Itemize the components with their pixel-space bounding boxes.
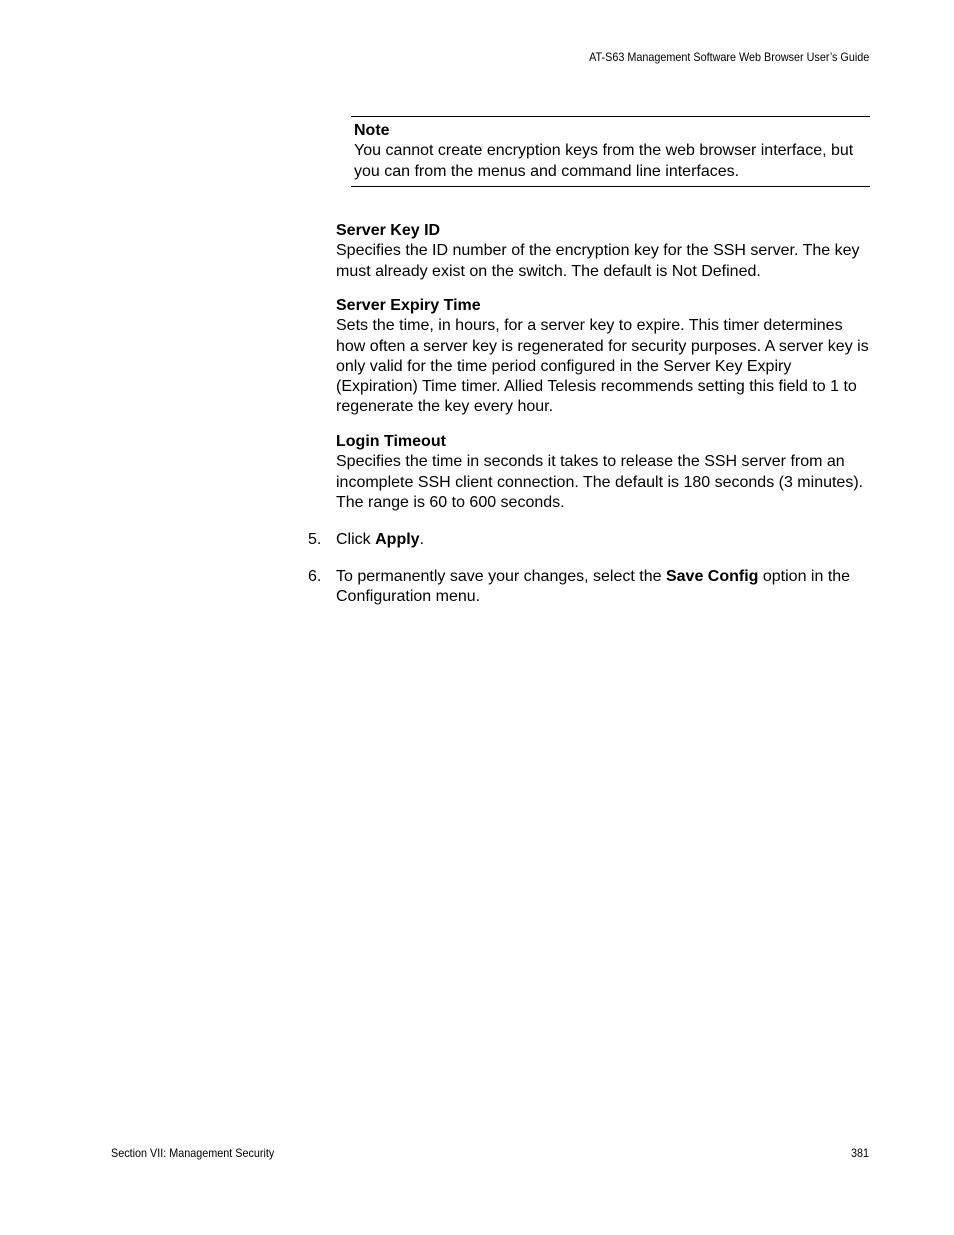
running-header: AT-S63 Management Software Web Browser User’s Guide <box>588 50 869 64</box>
step-number: 6. <box>308 568 322 585</box>
field-login-timeout <box>336 432 870 513</box>
note-title: Note <box>354 122 390 139</box>
note-text: You cannot create encryption keys from the web browser interface, but you can from the menus and command line interfaces. <box>354 142 854 180</box>
step-6 <box>308 567 870 608</box>
field-server-key-id <box>336 221 870 282</box>
apply-term: Apply <box>375 531 420 548</box>
field-description: Specifies the time in seconds it takes to release the SSH server from an incomplete SSH client connection. The default is 180 seconds (3 minutes). The range is 60 to 600 seconds. <box>336 453 864 511</box>
field-heading: Server Key ID <box>336 222 441 239</box>
page-number: 381 <box>850 1146 869 1160</box>
field-server-expiry-time <box>336 296 870 418</box>
footer-section: Section VII: Management Security <box>111 1146 275 1160</box>
field-heading: Server Expiry Time <box>336 297 481 314</box>
field-description: Specifies the ID number of the encryption key for the SSH server. The key must already exist on the switch. The default is Not Defined. <box>336 242 860 280</box>
note-box <box>351 116 870 187</box>
save-config-term: Save Config <box>665 568 759 585</box>
step-number: 5. <box>308 531 322 548</box>
step-text: Click Apply. <box>336 531 425 548</box>
field-description: Sets the time, in hours, for a server key to expire. This timer determines how often a server key is regenerated for security purposes. A server key is only valid for the time period configured in the Server Key Expiry (Expiration) Time timer. Allied Telesis recommends setting this field to 1 to regenerate the key every hour. <box>336 317 869 416</box>
step-5 <box>308 530 870 550</box>
step-text: To permanently save your changes, select the Save Config option in the Configuration menu. <box>336 568 851 606</box>
field-heading: Login Timeout <box>336 433 446 450</box>
